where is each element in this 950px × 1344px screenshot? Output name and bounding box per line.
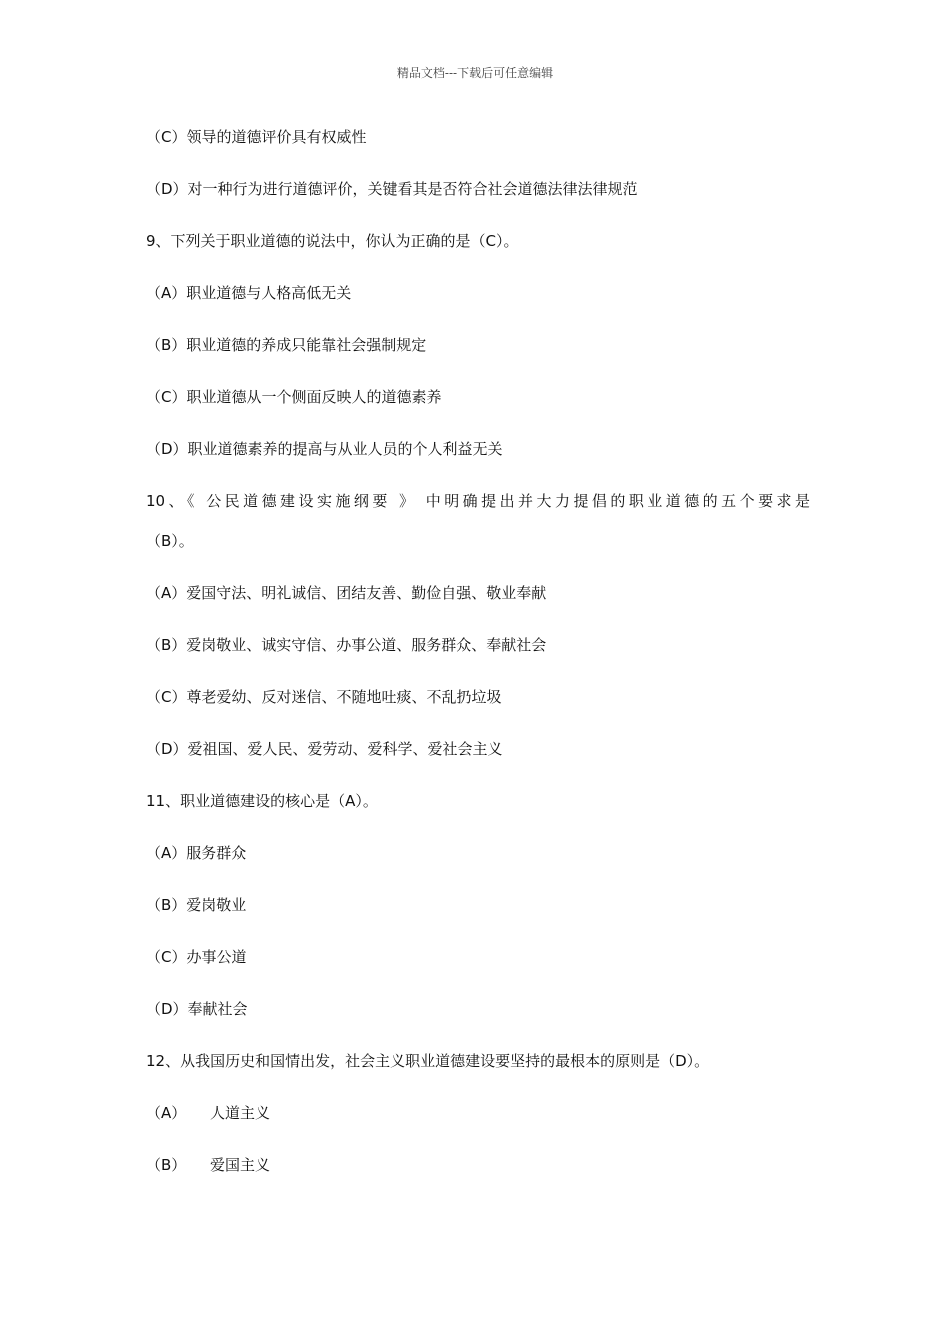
q12-option-a-label: （A） [146,1104,187,1122]
page-header: 精品文档---下载后可任意编辑 [396,66,554,80]
q9-option-a: （A）职业道德与人格高低无关 [146,284,352,302]
q12-stem: 12、从我国历史和国情出发，社会主义职业道德建设要坚持的最根本的原则是（D）。 [146,1052,710,1070]
q9-option-d: （D）职业道德素养的提高与从业人员的个人利益无关 [146,440,503,458]
q11-option-a: （A）服务群众 [146,844,247,862]
q10-option-b: （B）爱岗敬业、诚实守信、办事公道、服务群众、奉献社会 [146,636,547,654]
q12-option-a [146,1103,270,1123]
q12-option-a-text: 人道主义 [210,1104,271,1122]
q11-option-b: （B）爱岗敬业 [146,896,247,914]
q9-option-c: （C）职业道德从一个侧面反映人的道德素养 [146,388,442,406]
q10-option-c: （C）尊老爱幼、反对迷信、不随地吐痰、不乱扔垃圾 [146,688,502,706]
q12-option-b-label: （B） [146,1156,187,1174]
q11-option-d: （D）奉献社会 [146,1000,248,1018]
q9-option-b: （B）职业道德的养成只能靠社会强制规定 [146,336,427,354]
q10-stem-line2: （B）。 [146,532,194,550]
q10-stem-line1: 10、《 公民道德建设实施纲要 》 中明确提出并大力提倡的职业道德的五个要求是 [146,492,810,510]
q12-option-b [146,1155,270,1175]
q12-option-b-text: 爱国主义 [210,1156,271,1174]
q11-stem: 11、职业道德建设的核心是（A）。 [146,792,378,810]
q10-option-a: （A）爱国守法、明礼诚信、团结友善、勤俭自强、敬业奉献 [146,584,547,602]
q8-option-c: （C）领导的道德评价具有权威性 [146,128,367,146]
q8-option-d: （D）对一种行为进行道德评价，关键看其是否符合社会道德法律法律规范 [146,180,638,198]
q9-stem: 9、下列关于职业道德的说法中，你认为正确的是（C）。 [146,232,519,250]
q11-option-c: （C）办事公道 [146,948,247,966]
q10-option-d: （D）爱祖国、爱人民、爱劳动、爱科学、爱社会主义 [146,740,503,758]
